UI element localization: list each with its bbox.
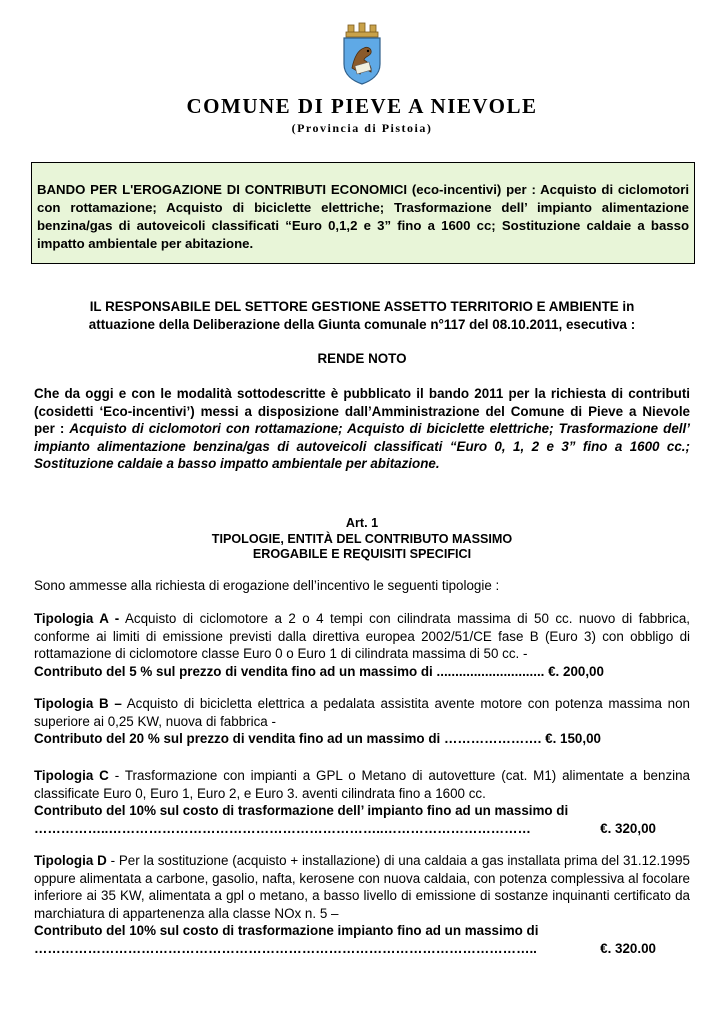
tipologia-c-label: Tipologia C	[34, 768, 109, 783]
tipologia-b	[34, 695, 690, 748]
tipologia-d	[34, 852, 690, 958]
intro-heading	[34, 298, 690, 333]
municipal-crest-icon	[338, 22, 386, 86]
article-heading-line-1: TIPOLOGIE, ENTITÀ DEL CONTRIBUTO MASSIMO	[211, 531, 513, 546]
tipologia-a-label: Tipologia A -	[34, 611, 120, 626]
tipologia-c-contribution-dots: ……………..……………………………………………………..……………………………	[34, 820, 531, 836]
tipologia-d-contribution: Contributo del 10% sul costo di trasformazione impianto fino ad un massimo di	[34, 923, 539, 939]
tipologia-c-amount: €. 320,00	[600, 820, 656, 836]
intro-paragraph-bold: Che da oggi e con le modalità sottodescritte è pubblicato il bando 2011 per la richiesta di contributi (cosidetti ‘Eco-incentivi’) messi a disposizione dall’Amministrazione del Comune di Pieve a Nievole per :	[34, 386, 690, 437]
province-subtitle: (Provincia di Pistoia)	[291, 121, 433, 135]
intro-line-1: IL RESPONSABILE DEL SETTORE GESTIONE ASSETTO TERRITORIO E AMBIENTE in	[89, 299, 635, 314]
tipologia-a-contribution: Contributo del 5 % sul prezzo di vendita fino ad un massimo di ............................. €. 200,00	[34, 663, 604, 679]
tipologia-c-contribution: Contributo del 10% sul costo di trasformazione dell’ impianto fino ad un massimo di	[34, 803, 569, 819]
rende-noto: RENDE NOTO	[317, 351, 407, 366]
tipologia-b-label: Tipologia B –	[34, 696, 122, 711]
intro-paragraph-italic: Acquisto di ciclomotori con rottamazione; Acquisto di biciclette elettriche; Trasformazione dell’ impianto alimentazione benzina/gas di autoveicoli classificati “Euro 0, 1, 2 e 3” fino a 1600 cc.; Sostituzione caldaie a basso impatto ambientale per abitazione.	[34, 421, 690, 472]
tipologia-a	[34, 610, 690, 680]
tipologia-d-label: Tipologia D	[34, 853, 107, 868]
intro-paragraph	[34, 385, 690, 473]
tipologia-d-description: - Per la sostituzione (acquisto + installazione) di una caldaia a gas installata prima del 31.12.1995 oppure alimentata a carbone, gasolio, nafta, kerosene con nuova caldaia, con potenza complessiva al focolare inferiore ai 35 KW, alimentata a gpl o metano, a basso livello di emissione di sostanze inquinanti certificato da marchiatura di appartenenza alla classe NOx n. 5 –	[34, 853, 690, 921]
intro-line-2: attuazione della Deliberazione della Giunta comunale n°117 del 08.10.2011, esecutiva :	[88, 316, 636, 332]
municipality-title: COMUNE DI PIEVE A NIEVOLE	[186, 94, 538, 118]
article-number: Art. 1	[345, 516, 379, 530]
tipologia-c-description: - Trasformazione con impianti a GPL o Metano di autovetture (cat. M1) alimentate a benzina classificate Euro 0, Euro 1, Euro 2, e Euro 3. aventi cilindrata fino a 1600 cc.	[34, 768, 691, 801]
tipologia-a-description: Acquisto di ciclomotore a 2 o 4 tempi con cilindrata massima di 50 cc. nuovo di fabbrica, conforme ai limiti di emissione previsti dalla direttiva europea 2002/51/CE fase B (Euro 3) con obbligo di rottamazione di ciclomotore classe Euro 0 o Euro 1 di cilindrata massima di 50 cc. -	[34, 611, 691, 662]
article-lead: Sono ammesse alla richiesta di erogazione dell’incentivo le seguenti tipologie :	[34, 578, 500, 593]
tipologia-d-amount: €. 320.00	[600, 940, 656, 956]
article-heading-line-2: EROGABILE E REQUISITI SPECIFICI	[252, 547, 472, 561]
notice-box	[31, 162, 695, 264]
article-heading	[34, 516, 690, 563]
tipologia-b-contribution: Contributo del 20 % sul prezzo di vendita fino ad un massimo di …………………. €. 150,00	[34, 731, 601, 747]
tipologia-c	[34, 767, 690, 837]
notice-text: BANDO PER L'EROGAZIONE DI CONTRIBUTI ECONOMICI (eco-incentivi) per : Acquisto di ciclomotori con rottamazione; Acquisto di biciclette elettriche; Trasformazione dell’ impianto alimentazione benzina/gas di autoveicoli classificati “Euro 0,1,2 e 3” fino a 1600 cc; Sostituzione caldaie a basso impatto ambientale per abitazione.	[37, 182, 689, 251]
tipologia-b-description: Acquisto di bicicletta elettrica a pedalata assistita avente motore con potenza massima non superiore ai 0,25 KW, nuova di fabbrica -	[34, 696, 690, 729]
tipologia-d-contribution-dots: …………………………………………………………………………………………………..	[34, 940, 537, 956]
